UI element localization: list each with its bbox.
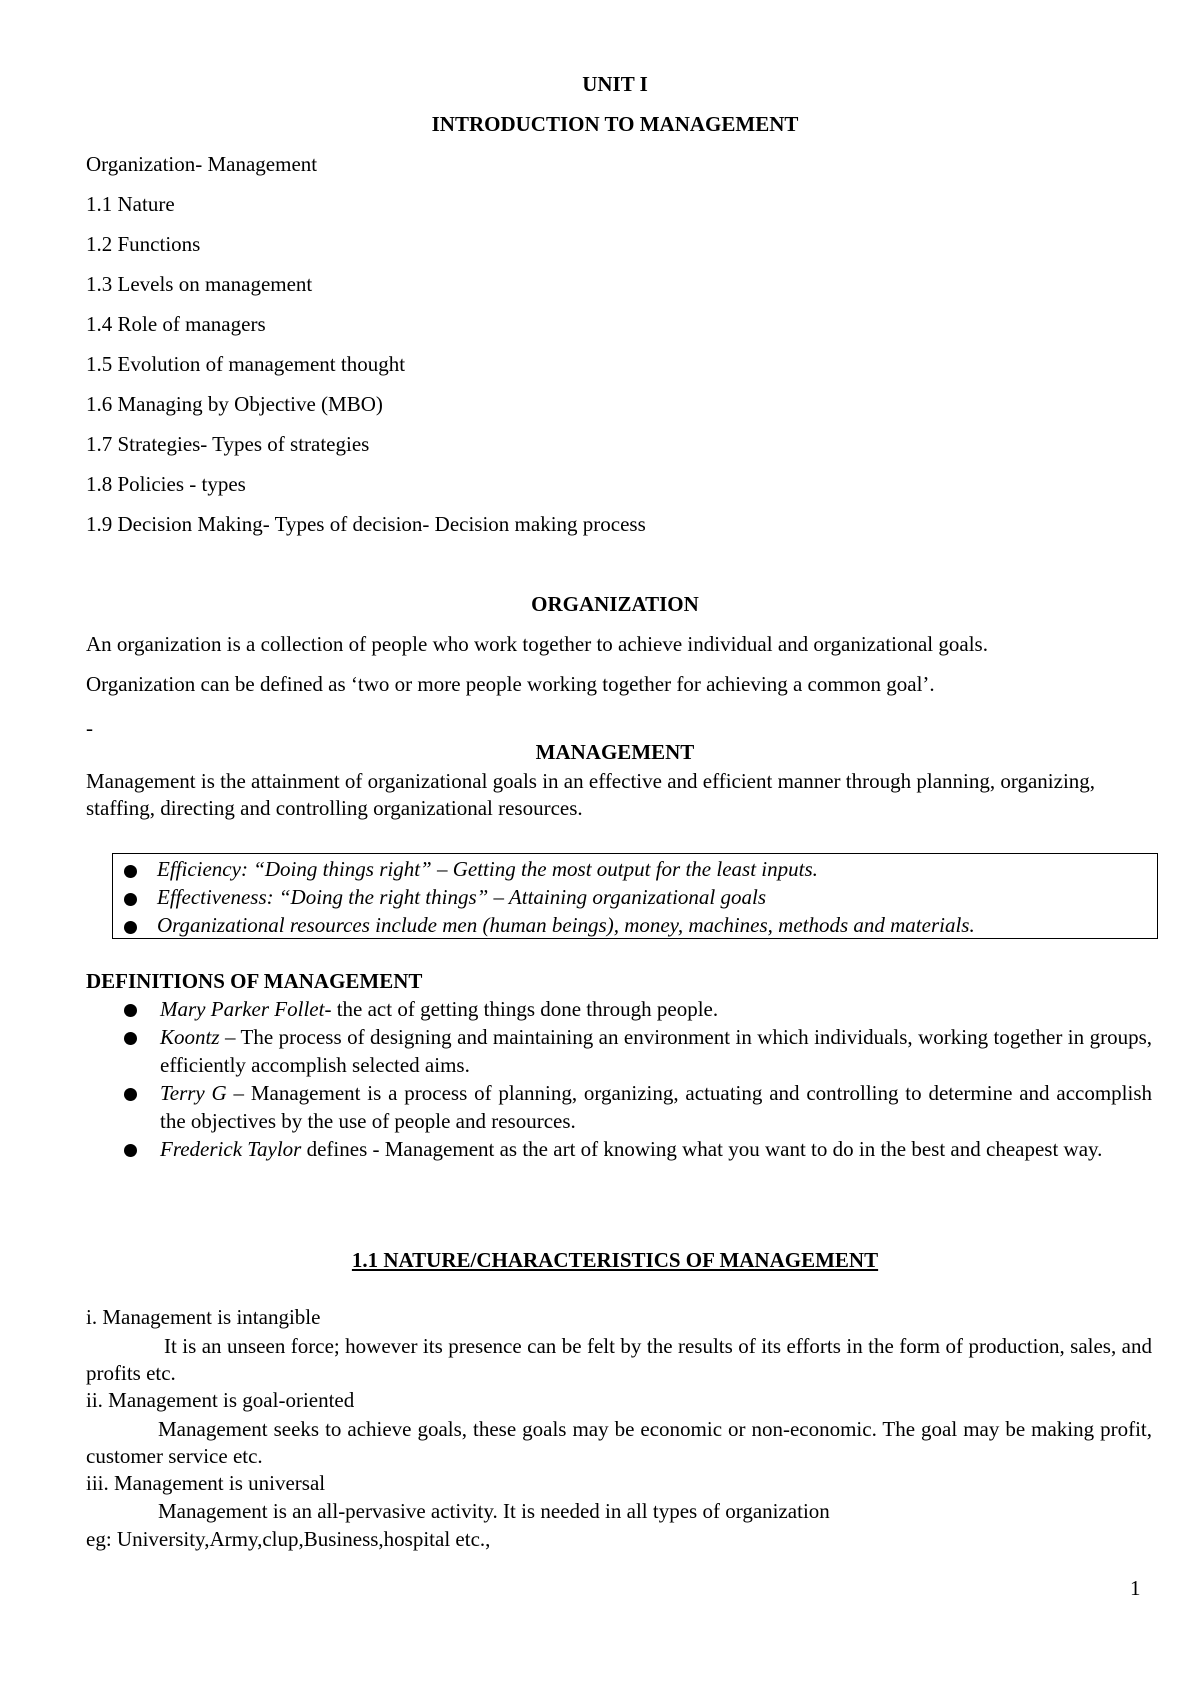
- bullet-icon: [124, 1032, 137, 1045]
- nature-heading: 1.1 NATURE/CHARACTERISTICS OF MANAGEMENT: [351, 1248, 879, 1272]
- definition-terry: [160, 1080, 1152, 1135]
- definition-text: – The process of designing and maintaining an environment in which individuals, working together in groups, efficiently accomplish selected aims.: [160, 1025, 1152, 1077]
- definition-text: – Management is a process of planning, organizing, actuating and controlling to determine and accomplish the objectives by the use of people and resources.: [160, 1081, 1153, 1133]
- nature-item-iii-text: Management is an all-pervasive activity. It is needed in all types of organization: [158, 1499, 830, 1523]
- nature-item-ii-title: ii. Management is goal-oriented: [86, 1388, 355, 1412]
- unit-label: UNIT I: [582, 72, 648, 96]
- toc-item: 1.1 Nature: [86, 192, 175, 216]
- definition-author: Koontz: [160, 1025, 220, 1049]
- box-item-efficiency: Efficiency: “Doing things right” – Getting the most output for the least inputs.: [157, 857, 818, 881]
- definition-text: - the act of getting things done through people.: [324, 997, 719, 1021]
- nature-item-i-text: It is an unseen force; however its presence can be felt by the results of its efforts in the form of production, sales, and profits etc.: [86, 1334, 1152, 1385]
- bullet-icon: [124, 1004, 137, 1017]
- toc-item: 1.2 Functions: [86, 232, 201, 256]
- bullet-icon: [124, 893, 137, 906]
- bullet-icon: [124, 921, 137, 934]
- toc-item: 1.6 Managing by Objective (MBO): [86, 392, 383, 416]
- definitions-heading: DEFINITIONS OF MANAGEMENT: [86, 969, 423, 993]
- toc-item: Organization- Management: [86, 152, 318, 176]
- bullet-icon: [124, 1144, 137, 1157]
- toc-item: 1.3 Levels on management: [86, 272, 313, 296]
- nature-item-i-title: i. Management is intangible: [86, 1305, 321, 1329]
- toc-item: 1.7 Strategies- Types of strategies: [86, 432, 370, 456]
- toc-item: 1.9 Decision Making- Types of decision- Decision making process: [86, 512, 646, 536]
- stray-dash: -: [86, 716, 93, 740]
- toc-item: 1.5 Evolution of management thought: [86, 352, 406, 376]
- definition-koontz: [160, 1024, 1152, 1079]
- definition-author: Terry G: [160, 1081, 227, 1105]
- toc-item: 1.8 Policies - types: [86, 472, 246, 496]
- definition-author: Mary Parker Follet: [160, 997, 325, 1021]
- box-item-effectiveness: Effectiveness: “Doing the right things” – Attaining organizational goals: [157, 885, 766, 909]
- definition-text: defines - Management as the art of knowing what you want to do in the best and cheapest way.: [301, 1137, 1103, 1161]
- page-number: 1: [1130, 1576, 1141, 1600]
- definition-follet: [160, 996, 1152, 1024]
- bullet-icon: [124, 865, 137, 878]
- organization-paragraph-2: Organization can be defined as ‘two or more people working together for achieving a common goal’.: [86, 672, 935, 696]
- management-paragraph: Management is the attainment of organizational goals in an effective and efficient manner through planning, organizing, staffing, directing and controlling organizational resources.: [86, 769, 1096, 820]
- box-item-resources: Organizational resources include men (human beings), money, machines, methods and materials.: [157, 913, 975, 937]
- nature-item-iii-title: iii. Management is universal: [86, 1471, 326, 1495]
- organization-paragraph-1: An organization is a collection of people who work together to achieve individual and organizational goals.: [86, 632, 988, 656]
- nature-item-ii-text: Management seeks to achieve goals, these goals may be economic or non-economic. The goal may be making profit, customer service etc.: [86, 1417, 1152, 1468]
- nature-item-iii-example: eg: University,Army,clup,Business,hospital etc.,: [86, 1527, 491, 1551]
- page-title: INTRODUCTION TO MANAGEMENT: [431, 112, 799, 136]
- management-heading: MANAGEMENT: [535, 740, 695, 764]
- definition-author: Frederick Taylor: [160, 1137, 302, 1161]
- bullet-icon: [124, 1088, 137, 1101]
- toc-item: 1.4 Role of managers: [86, 312, 266, 336]
- organization-heading: ORGANIZATION: [531, 592, 699, 616]
- definition-taylor: [160, 1136, 1152, 1164]
